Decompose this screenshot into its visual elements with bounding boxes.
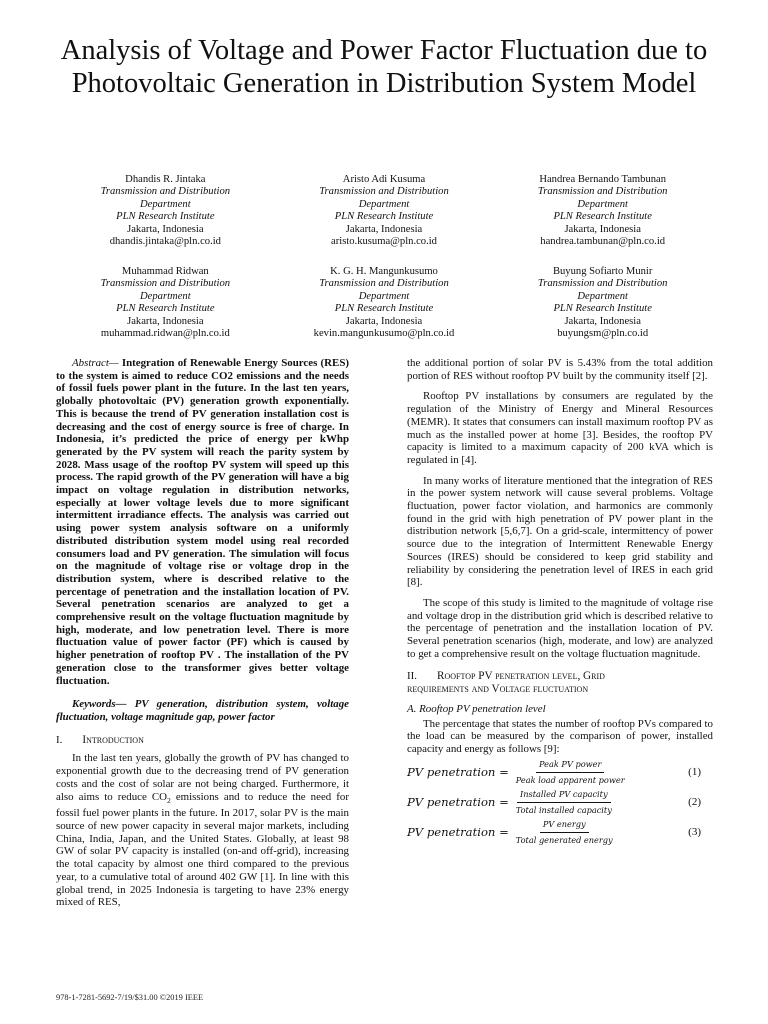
equation-lhs: PV penetration = (407, 795, 509, 810)
section-title: Rooftop PV penetration level, Grid (436, 670, 605, 683)
author-dept: Department (358, 198, 410, 210)
keywords: Keywords— PV generation, distribution system, voltage fluctuation, voltage magnitude gap, power factor (56, 698, 349, 723)
author-dept: Transmission and Distribution (537, 186, 668, 198)
equation-fraction (513, 818, 616, 846)
equation-number: (3) (688, 826, 701, 839)
author-name: Muhammad Ridwan (121, 266, 209, 277)
equation-3 (407, 818, 713, 848)
equation-fraction (513, 758, 628, 786)
author-dept: Department (577, 290, 628, 302)
paragraph: the additional portion of solar PV is 5.43% from the total addition portion of RES without rooftop PV built by the community itself [2]. (407, 357, 713, 382)
equation-numerator: Peak PV power (536, 758, 604, 773)
intro-text-part: In the last ten years, globally the growth of PV has changed to exponential growth due to the decreasing trend of PV generation costs and the cost of solar are not being charged. Furthermore, it also aims to reduce CO (56, 752, 349, 803)
intro-paragraph (56, 752, 349, 909)
right-column (407, 357, 713, 848)
author-dept: Transmission and Distribution (100, 278, 231, 290)
equation-number: (2) (688, 796, 701, 809)
equation-denominator: Total installed capacity (515, 805, 612, 816)
author-email: handrea.tambunan@pln.co.id (540, 236, 666, 248)
equation-numerator: Installed PV capacity (517, 788, 611, 803)
abstract-text: Integration of Renewable Energy Sources (RES) to the system is aimed to reduce CO2 emissions and the needs of fossil fuels power plant in the future. In the last ten years, globally photovoltaic (PV) generation growth exponentially. This is because the trend of PV generation installation cost is decreasing and the cost of energy source is free of charge. In Indonesia, it’s predicted the price of energy per kWhp generated by the PV system will reach the parity system by 2028. Mass usage of the rooftop PV system will speed up this process. The rapid growth of the PV generation will have a big impact on voltage regulation in distribution networks, especially at lower voltage levels due to more significant intermittent irradiance effects. The analysis was carried out using power system analysis software on a uniformly distributed distribution system model using real recorded consumers load and PV generation. The simulation will focus on the magnitude of voltage rise or voltage drop in the distribution system, where is described relative to the percentage of penetration and the installation location of PV. Several penetration scenarios are analyzed to get a comprehensive result on the voltage fluctuation magnitude by high, moderate, and low penetration level. There is more fluctuation value of power factor (PF) which is caused by higher penetration of rooftop PV . The installation of the PV generation close to the transformer gives better voltage fluctuation. (56, 357, 349, 687)
author-city: Jakarta, Indonesia (345, 223, 423, 235)
intro-text-part: emissions and to reduce the need for fossil fuel power plants in the future. In 2017, solar PV is the main source of new power capacity in several major markets, including China, India, Japan, and the United States. Globally, at least 98 GW of solar PV capacity is installed (on-and off-grid), increasing the total capacity by almost one third compared to the previous year, to a cumulative total of around 402 GW [1]. In line with this global trend, in 2025 Indonesia is targeting to have 23% energy mixed of RES, (56, 790, 349, 909)
paragraph: The percentage that states the number of rooftop PVs compared to the load can be measured by the comparison of power, installed capacity and energy as follows [9]: (407, 717, 713, 755)
author-email: kevin.mangunkusumo@pln.co.id (313, 328, 455, 340)
author-dept: Department (140, 290, 191, 302)
equation-numerator: PV energy (540, 818, 589, 833)
equation-1 (407, 758, 713, 788)
author-email: aristo.kusuma@pln.co.id (331, 236, 437, 248)
author-institute: PLN Research Institute (116, 211, 215, 223)
author-dept: Transmission and Distribution (537, 278, 668, 290)
equation-number: (1) (688, 766, 701, 779)
left-column (56, 357, 349, 909)
author-city: Jakarta, Indonesia (127, 315, 204, 327)
author-dept: Transmission and Distribution (100, 186, 231, 198)
author-email: buyungsm@pln.co.id (557, 328, 649, 340)
equation-denominator: Total generated energy (515, 835, 613, 846)
section-1-heading (56, 734, 349, 747)
abstract-label: Abstract— (72, 357, 119, 369)
paper-title: Analysis of Voltage and Power Factor Fluctuation due to Photovoltaic Generation in Distribution System Model (60, 35, 708, 99)
section-number: I. (56, 733, 63, 746)
subscript: 2 (167, 795, 171, 805)
author-city: Jakarta, Indonesia (345, 315, 423, 327)
author-row-1 (56, 174, 712, 248)
author-name: Aristo Adi Kusuma (342, 174, 426, 185)
author-institute: PLN Research Institute (334, 303, 434, 315)
author-block (275, 266, 494, 340)
copyright-footer: 978-1-7281-5692-7/19/$31.00 ©2019 IEEE (56, 993, 204, 1002)
author-block (493, 266, 712, 340)
paragraph: Rooftop PV installations by consumers are regulated by the regulation of the Ministry of Energy and Mineral Resources (MEMR). It states that consumers can install maximum rooftop PV as much as the installed power at home [3]. Besides, the rooftop PV capacity is limited to a maximum capacity of 200 kVA which is regulated in [4]. (407, 390, 713, 466)
abstract (56, 357, 349, 687)
equation-2 (407, 788, 713, 818)
author-city: Jakarta, Indonesia (564, 315, 641, 327)
author-institute: PLN Research Institute (116, 303, 215, 315)
author-block (275, 174, 494, 248)
author-name: Buyung Sofiarto Munir (552, 266, 653, 277)
author-email: muhammad.ridwan@pln.co.id (100, 328, 230, 340)
author-row-2 (56, 266, 712, 340)
section-title: requirements and Voltage fluctuation (407, 683, 589, 696)
author-dept: Transmission and Distribution (319, 186, 449, 198)
author-institute: PLN Research Institute (553, 303, 652, 315)
paragraph: The scope of this study is limited to the magnitude of voltage rise and voltage drop in the distribution grid which is described relative to the percentage of penetration and the installation location of PV. Several penetration scenarios (high, moderate, and low) are analyzed to get a comprehensive result on the voltage fluctuation magnitude. (407, 596, 713, 660)
author-dept: Transmission and Distribution (319, 278, 449, 290)
author-name: Dhandis R. Jintaka (125, 174, 206, 185)
author-institute: PLN Research Institute (553, 211, 652, 223)
author-dept: Department (577, 198, 628, 210)
paragraph: In many works of literature mentioned that the integration of RES in the power system network will cause several problems. Voltage fluctuation, power factor violation, and harmonics are commonly found in the grid with high penetration of PV power plant in the distribution network [5,6,7]. On a grid-scale, intermittency of power source due to the integration of Intermittent Renewable Energy Sources (IRES) should be considered to keep grid stability and reliability by considering the penetration level of IRES in each grid [8]. (407, 474, 713, 589)
section-2-heading (407, 670, 713, 695)
subsection-heading: A. Rooftop PV penetration level (407, 702, 546, 715)
author-city: Jakarta, Indonesia (564, 223, 641, 235)
author-institute: PLN Research Institute (334, 211, 434, 223)
author-block (493, 174, 712, 248)
author-block (56, 174, 275, 248)
equation-lhs: PV penetration = (407, 825, 509, 840)
author-dept: Department (140, 198, 191, 210)
author-dept: Department (358, 290, 410, 302)
equation-denominator: Peak load apparent power (515, 775, 625, 786)
author-name: Handrea Bernando Tambunan (539, 174, 667, 185)
section-number: II. (407, 670, 417, 683)
section-title: Introduction (82, 733, 144, 746)
author-name: K. G. H. Mangunkusumo (330, 266, 438, 277)
author-block (56, 266, 275, 340)
author-city: Jakarta, Indonesia (127, 223, 204, 235)
author-email: dhandis.jintaka@pln.co.id (109, 236, 221, 248)
equation-fraction (513, 788, 615, 816)
equation-lhs: PV penetration = (407, 765, 509, 780)
